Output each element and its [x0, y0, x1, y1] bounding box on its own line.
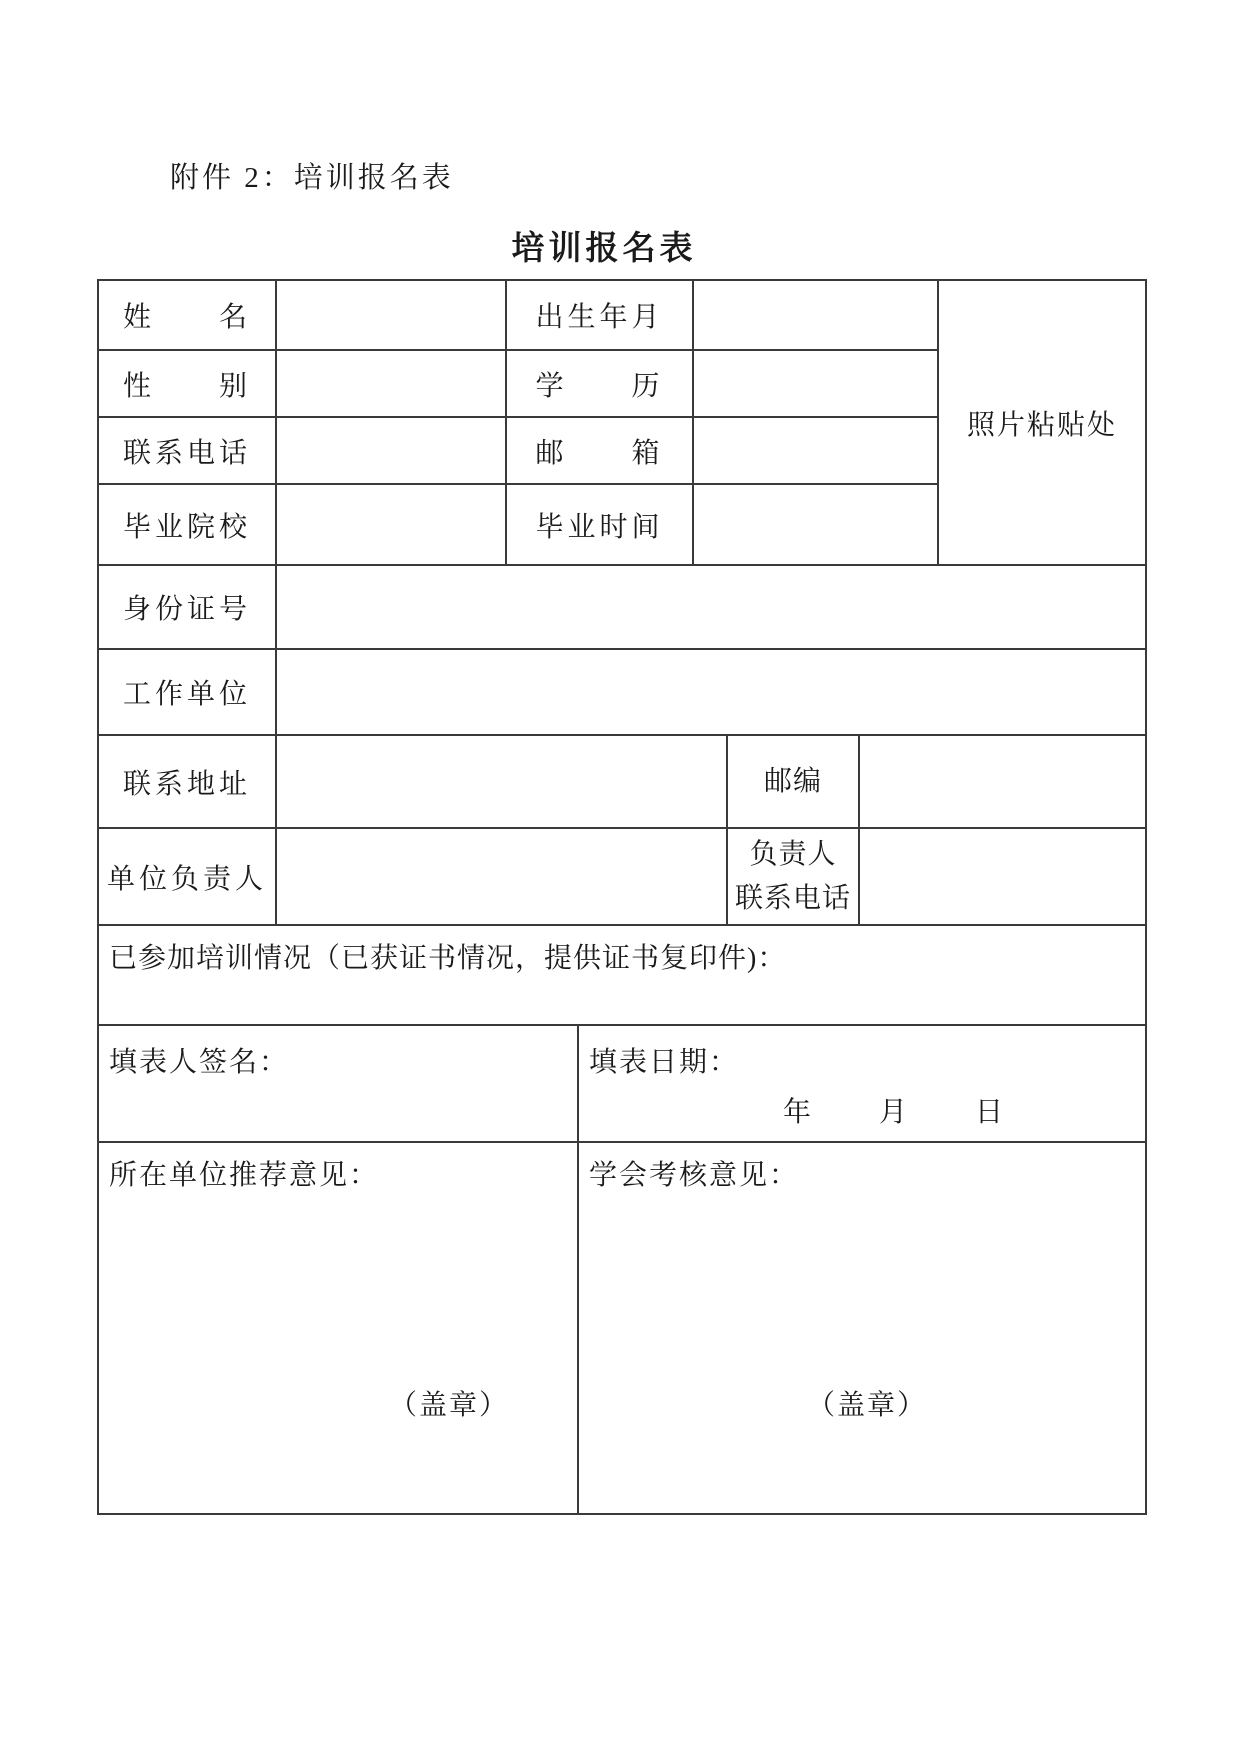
unit-leader-input-cell[interactable]: [276, 828, 727, 925]
school-input-cell[interactable]: [276, 484, 506, 565]
row-name: [98, 280, 1146, 350]
email-input-cell[interactable]: [693, 417, 938, 484]
training-history-cell[interactable]: [98, 925, 1146, 1025]
date-placeholder: 年 月 日: [783, 1097, 1008, 1128]
education-label: 学 历: [506, 350, 693, 417]
birth-date-label: 出生年月: [506, 280, 693, 350]
leader-phone-label: [727, 828, 859, 925]
photo-paste-area[interactable]: 照片粘贴处: [938, 280, 1146, 565]
birth-date-input-cell[interactable]: [693, 280, 938, 350]
id-number-label: 身份证号: [98, 565, 276, 649]
row-address: [98, 735, 1146, 828]
unit-leader-label: 单位负责人: [98, 828, 276, 925]
id-number-input-cell[interactable]: [276, 565, 1146, 649]
gender-input-cell[interactable]: [276, 350, 506, 417]
leader-phone-input-cell[interactable]: [859, 828, 1146, 925]
employer-label: 工作单位: [98, 649, 276, 735]
email-label: 邮 箱: [506, 417, 693, 484]
row-employer: [98, 649, 1146, 735]
phone-input-cell[interactable]: [276, 417, 506, 484]
name-input-cell[interactable]: [276, 280, 506, 350]
phone-label: 联系电话: [98, 417, 276, 484]
graduation-label: 毕业时间: [506, 484, 693, 565]
training-history-label: 已参加培训情况（已获证书情况，提供证书复印件)：: [109, 943, 787, 974]
signer-cell[interactable]: [98, 1025, 578, 1142]
review-opinion-wrap: [579, 1143, 1145, 1421]
row-unit-leader: [98, 828, 1146, 925]
unit-opinion-label: 所在单位推荐意见：: [109, 1160, 380, 1191]
gender-label: 性 别: [98, 350, 276, 417]
unit-opinion-cell[interactable]: [98, 1142, 578, 1514]
row-id-number: [98, 565, 1146, 649]
education-input-cell[interactable]: [693, 350, 938, 417]
registration-form-table: [97, 279, 1147, 1515]
row-opinions: [98, 1142, 1146, 1514]
postcode-label: 邮编: [727, 735, 859, 828]
review-seal-mark: （盖章）: [807, 1390, 928, 1421]
address-input-cell[interactable]: [276, 735, 727, 828]
leader-phone-label-line2: 联系电话: [735, 882, 852, 914]
review-opinion-cell[interactable]: [578, 1142, 1146, 1514]
row-signature: [98, 1025, 1146, 1142]
address-label: 联系地址: [98, 735, 276, 828]
unit-opinion-wrap: [99, 1143, 577, 1421]
fill-date-label: 填表日期：: [589, 1047, 740, 1078]
signer-label: 填表人签名：: [109, 1047, 290, 1078]
name-label: 姓 名: [98, 280, 276, 350]
graduation-input-cell[interactable]: [693, 484, 938, 565]
leader-phone-label-line1: 负责人: [749, 839, 837, 871]
school-label: 毕业院校: [98, 484, 276, 565]
postcode-input-cell[interactable]: [859, 735, 1146, 828]
form-title: 培训报名表: [511, 231, 697, 267]
review-opinion-label: 学会考核意见：: [589, 1160, 800, 1191]
row-training-history: [98, 925, 1146, 1025]
attachment-heading: 附件 2：培训报名表: [170, 162, 454, 194]
unit-seal-mark: （盖章）: [389, 1390, 510, 1421]
employer-input-cell[interactable]: [276, 649, 1146, 735]
fill-date-cell[interactable]: [578, 1025, 1146, 1142]
